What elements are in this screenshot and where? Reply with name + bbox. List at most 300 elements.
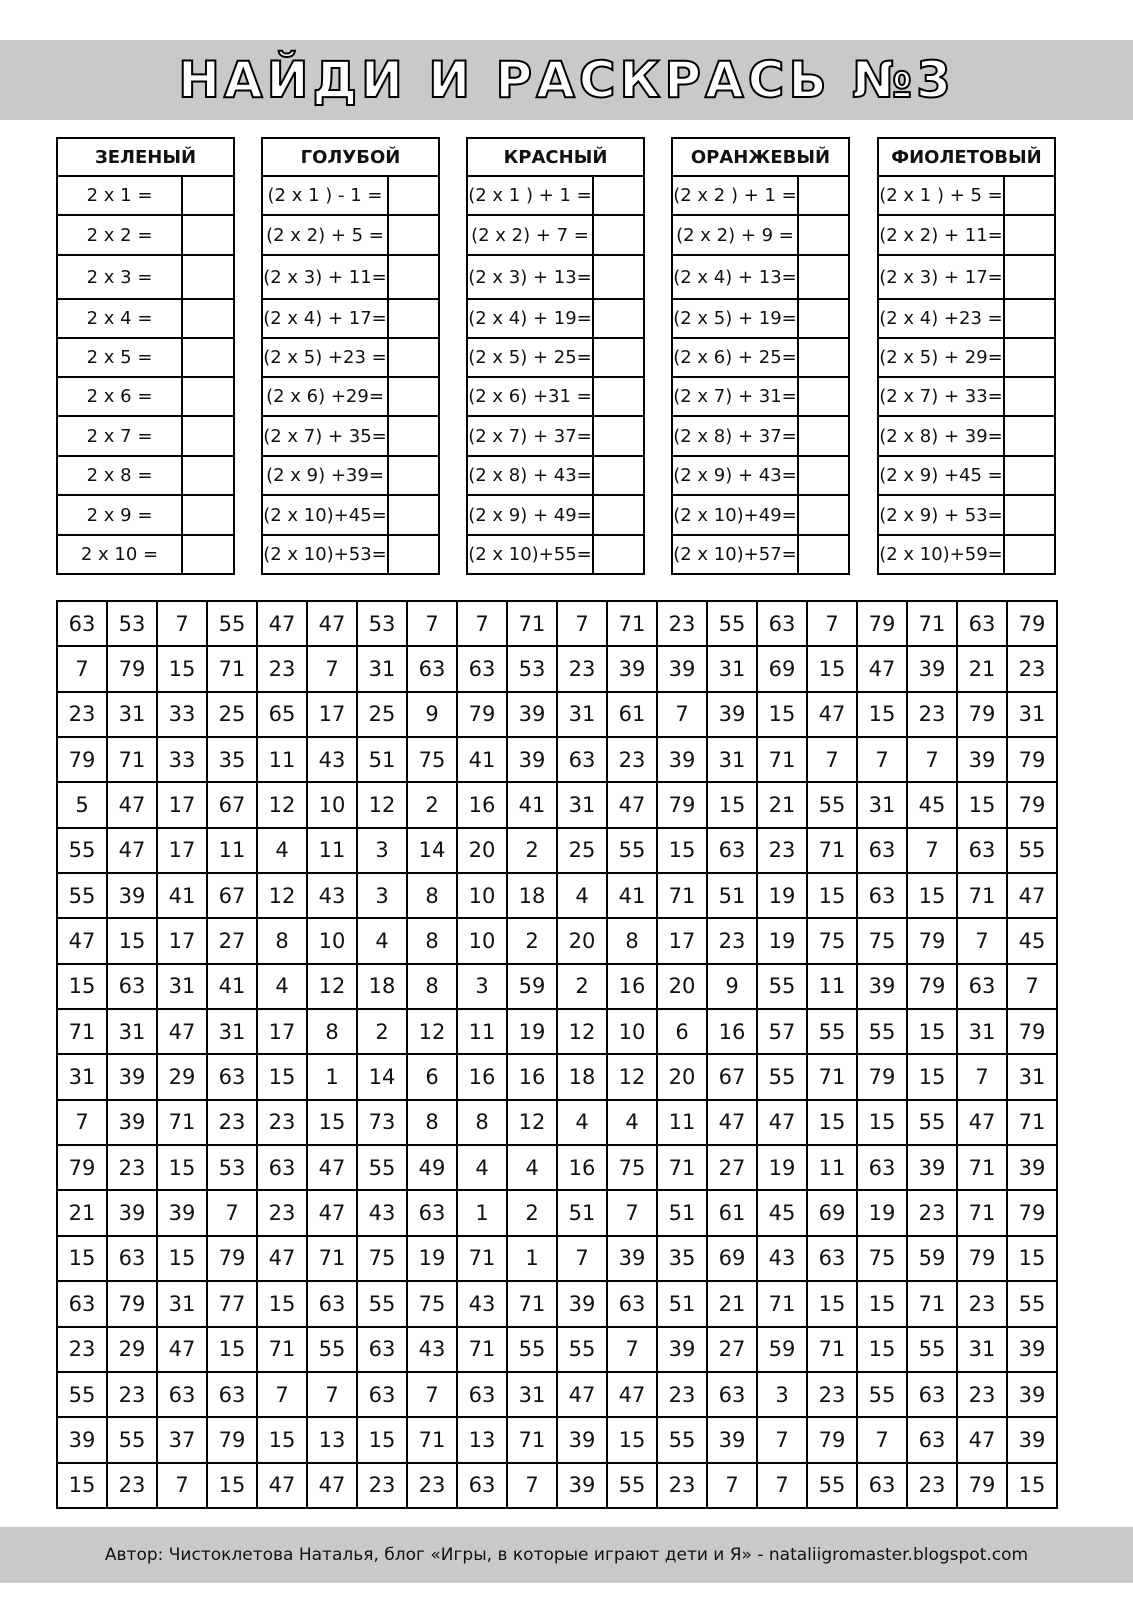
grid-cell[interactable]: 11 xyxy=(457,1009,507,1054)
grid-cell[interactable]: 7 xyxy=(607,1327,657,1372)
grid-cell[interactable]: 15 xyxy=(157,1145,207,1190)
grid-cell[interactable]: 8 xyxy=(607,918,657,963)
grid-cell[interactable]: 39 xyxy=(707,1417,757,1462)
grid-cell[interactable]: 71 xyxy=(257,1327,307,1372)
grid-cell[interactable]: 55 xyxy=(557,1327,607,1372)
grid-cell[interactable]: 63 xyxy=(257,1145,307,1190)
grid-cell[interactable]: 15 xyxy=(807,873,857,918)
grid-cell[interactable]: 47 xyxy=(57,918,107,963)
grid-cell[interactable]: 75 xyxy=(407,1281,457,1326)
grid-cell[interactable]: 15 xyxy=(57,1463,107,1508)
grid-cell[interactable]: 31 xyxy=(1007,1054,1057,1099)
answer-cell[interactable] xyxy=(388,255,439,299)
grid-cell[interactable]: 6 xyxy=(407,1054,457,1099)
grid-cell[interactable]: 55 xyxy=(607,1463,657,1508)
grid-cell[interactable]: 79 xyxy=(107,1281,157,1326)
grid-cell[interactable]: 15 xyxy=(307,1100,357,1145)
grid-cell[interactable]: 19 xyxy=(507,1009,557,1054)
answer-cell[interactable] xyxy=(798,456,849,495)
grid-cell[interactable]: 16 xyxy=(507,1054,557,1099)
grid-cell[interactable]: 75 xyxy=(357,1236,407,1281)
grid-cell[interactable]: 7 xyxy=(307,646,357,691)
grid-cell[interactable]: 79 xyxy=(857,1054,907,1099)
grid-cell[interactable]: 35 xyxy=(657,1236,707,1281)
grid-cell[interactable]: 39 xyxy=(907,646,957,691)
grid-cell[interactable]: 47 xyxy=(707,1100,757,1145)
grid-cell[interactable]: 17 xyxy=(157,918,207,963)
grid-cell[interactable]: 55 xyxy=(807,782,857,827)
answer-cell[interactable] xyxy=(593,255,644,299)
grid-cell[interactable]: 23 xyxy=(257,1190,307,1235)
grid-cell[interactable]: 59 xyxy=(907,1236,957,1281)
grid-cell[interactable]: 39 xyxy=(557,1281,607,1326)
grid-cell[interactable]: 21 xyxy=(57,1190,107,1235)
answer-cell[interactable] xyxy=(1004,495,1055,535)
grid-cell[interactable]: 4 xyxy=(457,1145,507,1190)
grid-cell[interactable]: 41 xyxy=(457,737,507,782)
grid-cell[interactable]: 14 xyxy=(357,1054,407,1099)
grid-cell[interactable]: 51 xyxy=(707,873,757,918)
grid-cell[interactable]: 63 xyxy=(357,1327,407,1372)
grid-cell[interactable]: 12 xyxy=(507,1100,557,1145)
answer-cell[interactable] xyxy=(798,535,849,574)
grid-cell[interactable]: 47 xyxy=(757,1100,807,1145)
answer-cell[interactable] xyxy=(388,176,439,215)
grid-cell[interactable]: 39 xyxy=(657,1327,707,1372)
grid-cell[interactable]: 55 xyxy=(107,1417,157,1462)
grid-cell[interactable]: 15 xyxy=(207,1327,257,1372)
grid-cell[interactable]: 12 xyxy=(257,873,307,918)
answer-cell[interactable] xyxy=(1004,456,1055,495)
grid-cell[interactable]: 7 xyxy=(407,601,457,646)
grid-cell[interactable]: 17 xyxy=(257,1009,307,1054)
grid-cell[interactable]: 11 xyxy=(807,964,857,1009)
answer-cell[interactable] xyxy=(1004,377,1055,416)
grid-cell[interactable]: 67 xyxy=(207,873,257,918)
grid-cell[interactable]: 43 xyxy=(357,1190,407,1235)
grid-cell[interactable]: 19 xyxy=(757,918,807,963)
grid-cell[interactable]: 79 xyxy=(1007,1190,1057,1235)
grid-cell[interactable]: 31 xyxy=(507,1372,557,1417)
grid-cell[interactable]: 13 xyxy=(307,1417,357,1462)
grid-cell[interactable]: 27 xyxy=(707,1327,757,1372)
grid-cell[interactable]: 43 xyxy=(307,873,357,918)
grid-cell[interactable]: 67 xyxy=(207,782,257,827)
grid-cell[interactable]: 63 xyxy=(857,1463,907,1508)
grid-cell[interactable]: 63 xyxy=(57,601,107,646)
grid-cell[interactable]: 43 xyxy=(307,737,357,782)
grid-cell[interactable]: 71 xyxy=(507,601,557,646)
grid-cell[interactable]: 15 xyxy=(1007,1236,1057,1281)
answer-cell[interactable] xyxy=(593,176,644,215)
grid-cell[interactable]: 16 xyxy=(557,1145,607,1190)
grid-cell[interactable]: 15 xyxy=(607,1417,657,1462)
grid-cell[interactable]: 5 xyxy=(57,782,107,827)
grid-cell[interactable]: 57 xyxy=(757,1009,807,1054)
grid-cell[interactable]: 7 xyxy=(157,1463,207,1508)
grid-cell[interactable]: 17 xyxy=(157,782,207,827)
grid-cell[interactable]: 7 xyxy=(857,737,907,782)
grid-cell[interactable]: 23 xyxy=(907,1190,957,1235)
answer-cell[interactable] xyxy=(182,299,234,338)
grid-cell[interactable]: 18 xyxy=(557,1054,607,1099)
grid-cell[interactable]: 63 xyxy=(857,873,907,918)
grid-cell[interactable]: 14 xyxy=(407,828,457,873)
grid-cell[interactable]: 45 xyxy=(1007,918,1057,963)
grid-cell[interactable]: 63 xyxy=(457,1463,507,1508)
grid-cell[interactable]: 23 xyxy=(807,1372,857,1417)
grid-cell[interactable]: 39 xyxy=(507,737,557,782)
grid-cell[interactable]: 47 xyxy=(257,1236,307,1281)
grid-cell[interactable]: 39 xyxy=(107,1190,157,1235)
grid-cell[interactable]: 18 xyxy=(357,964,407,1009)
grid-cell[interactable]: 11 xyxy=(807,1145,857,1190)
grid-cell[interactable]: 31 xyxy=(207,1009,257,1054)
grid-cell[interactable]: 39 xyxy=(1007,1372,1057,1417)
grid-cell[interactable]: 47 xyxy=(157,1009,207,1054)
grid-cell[interactable]: 23 xyxy=(357,1463,407,1508)
grid-cell[interactable]: 23 xyxy=(257,1100,307,1145)
grid-cell[interactable]: 7 xyxy=(957,1054,1007,1099)
grid-cell[interactable]: 19 xyxy=(407,1236,457,1281)
grid-cell[interactable]: 17 xyxy=(157,828,207,873)
grid-cell[interactable]: 53 xyxy=(507,646,557,691)
grid-cell[interactable]: 21 xyxy=(757,782,807,827)
grid-cell[interactable]: 4 xyxy=(507,1145,557,1190)
grid-cell[interactable]: 15 xyxy=(257,1281,307,1326)
grid-cell[interactable]: 59 xyxy=(757,1327,807,1372)
grid-cell[interactable]: 71 xyxy=(657,873,707,918)
grid-cell[interactable]: 39 xyxy=(107,873,157,918)
grid-cell[interactable]: 13 xyxy=(457,1417,507,1462)
grid-cell[interactable]: 63 xyxy=(957,964,1007,1009)
grid-cell[interactable]: 79 xyxy=(1007,782,1057,827)
grid-cell[interactable]: 63 xyxy=(207,1054,257,1099)
grid-cell[interactable]: 79 xyxy=(907,918,957,963)
grid-cell[interactable]: 63 xyxy=(907,1417,957,1462)
answer-cell[interactable] xyxy=(388,215,439,255)
grid-cell[interactable]: 47 xyxy=(857,646,907,691)
grid-cell[interactable]: 69 xyxy=(807,1190,857,1235)
grid-cell[interactable]: 3 xyxy=(357,828,407,873)
grid-cell[interactable]: 8 xyxy=(407,964,457,1009)
grid-cell[interactable]: 7 xyxy=(757,1417,807,1462)
grid-cell[interactable]: 23 xyxy=(907,1463,957,1508)
grid-cell[interactable]: 75 xyxy=(807,918,857,963)
answer-cell[interactable] xyxy=(388,416,439,456)
grid-cell[interactable]: 47 xyxy=(807,692,857,737)
grid-cell[interactable]: 55 xyxy=(357,1281,407,1326)
grid-cell[interactable]: 9 xyxy=(707,964,757,1009)
grid-cell[interactable]: 71 xyxy=(907,601,957,646)
answer-cell[interactable] xyxy=(593,338,644,377)
grid-cell[interactable]: 71 xyxy=(1007,1100,1057,1145)
answer-cell[interactable] xyxy=(1004,255,1055,299)
grid-cell[interactable]: 71 xyxy=(657,1145,707,1190)
grid-cell[interactable]: 15 xyxy=(207,1463,257,1508)
grid-cell[interactable]: 63 xyxy=(407,1190,457,1235)
answer-cell[interactable] xyxy=(798,176,849,215)
grid-cell[interactable]: 20 xyxy=(657,964,707,1009)
grid-cell[interactable]: 43 xyxy=(757,1236,807,1281)
grid-cell[interactable]: 75 xyxy=(857,918,907,963)
grid-cell[interactable]: 2 xyxy=(507,1190,557,1235)
grid-cell[interactable]: 10 xyxy=(607,1009,657,1054)
grid-cell[interactable]: 8 xyxy=(257,918,307,963)
grid-cell[interactable]: 16 xyxy=(707,1009,757,1054)
grid-cell[interactable]: 16 xyxy=(457,782,507,827)
grid-cell[interactable]: 7 xyxy=(157,601,207,646)
grid-cell[interactable]: 55 xyxy=(57,873,107,918)
grid-cell[interactable]: 10 xyxy=(307,918,357,963)
grid-cell[interactable]: 71 xyxy=(807,828,857,873)
grid-cell[interactable]: 17 xyxy=(307,692,357,737)
grid-cell[interactable]: 53 xyxy=(207,1145,257,1190)
grid-cell[interactable]: 2 xyxy=(407,782,457,827)
grid-cell[interactable]: 79 xyxy=(857,601,907,646)
answer-cell[interactable] xyxy=(593,456,644,495)
grid-cell[interactable]: 10 xyxy=(457,873,507,918)
grid-cell[interactable]: 71 xyxy=(957,873,1007,918)
grid-cell[interactable]: 8 xyxy=(407,1100,457,1145)
grid-cell[interactable]: 65 xyxy=(257,692,307,737)
grid-cell[interactable]: 1 xyxy=(507,1236,557,1281)
grid-cell[interactable]: 39 xyxy=(857,964,907,1009)
grid-cell[interactable]: 55 xyxy=(907,1327,957,1372)
grid-cell[interactable]: 23 xyxy=(657,1463,707,1508)
grid-cell[interactable]: 79 xyxy=(807,1417,857,1462)
grid-cell[interactable]: 37 xyxy=(157,1417,207,1462)
grid-cell[interactable]: 7 xyxy=(57,1100,107,1145)
grid-cell[interactable]: 47 xyxy=(307,1145,357,1190)
grid-cell[interactable]: 31 xyxy=(1007,692,1057,737)
grid-cell[interactable]: 71 xyxy=(757,737,807,782)
grid-cell[interactable]: 23 xyxy=(707,918,757,963)
grid-cell[interactable]: 55 xyxy=(607,828,657,873)
grid-cell[interactable]: 63 xyxy=(357,1372,407,1417)
grid-cell[interactable]: 31 xyxy=(107,692,157,737)
grid-cell[interactable]: 31 xyxy=(157,964,207,1009)
grid-cell[interactable]: 15 xyxy=(257,1417,307,1462)
answer-cell[interactable] xyxy=(182,495,234,535)
grid-cell[interactable]: 31 xyxy=(557,692,607,737)
grid-cell[interactable]: 63 xyxy=(107,964,157,1009)
grid-cell[interactable]: 51 xyxy=(557,1190,607,1235)
grid-cell[interactable]: 12 xyxy=(607,1054,657,1099)
grid-cell[interactable]: 19 xyxy=(857,1190,907,1235)
grid-cell[interactable]: 1 xyxy=(457,1190,507,1235)
grid-cell[interactable]: 51 xyxy=(657,1281,707,1326)
grid-cell[interactable]: 17 xyxy=(657,918,707,963)
grid-cell[interactable]: 11 xyxy=(307,828,357,873)
grid-cell[interactable]: 79 xyxy=(57,737,107,782)
grid-cell[interactable]: 21 xyxy=(957,646,1007,691)
answer-cell[interactable] xyxy=(798,255,849,299)
grid-cell[interactable]: 31 xyxy=(957,1009,1007,1054)
grid-cell[interactable]: 23 xyxy=(1007,646,1057,691)
grid-cell[interactable]: 51 xyxy=(657,1190,707,1235)
grid-cell[interactable]: 39 xyxy=(1007,1327,1057,1372)
grid-cell[interactable]: 39 xyxy=(1007,1417,1057,1462)
grid-cell[interactable]: 69 xyxy=(757,646,807,691)
grid-cell[interactable]: 8 xyxy=(407,873,457,918)
grid-cell[interactable]: 63 xyxy=(907,1372,957,1417)
grid-cell[interactable]: 71 xyxy=(807,1054,857,1099)
grid-cell[interactable]: 63 xyxy=(107,1236,157,1281)
grid-cell[interactable]: 9 xyxy=(407,692,457,737)
grid-cell[interactable]: 55 xyxy=(807,1463,857,1508)
grid-cell[interactable]: 27 xyxy=(207,918,257,963)
grid-cell[interactable]: 15 xyxy=(757,692,807,737)
grid-cell[interactable]: 15 xyxy=(907,873,957,918)
grid-cell[interactable]: 47 xyxy=(607,782,657,827)
grid-cell[interactable]: 63 xyxy=(457,1372,507,1417)
grid-cell[interactable]: 7 xyxy=(907,737,957,782)
grid-cell[interactable]: 77 xyxy=(207,1281,257,1326)
grid-cell[interactable]: 47 xyxy=(107,828,157,873)
answer-cell[interactable] xyxy=(182,377,234,416)
grid-cell[interactable]: 23 xyxy=(107,1463,157,1508)
grid-cell[interactable]: 15 xyxy=(857,1281,907,1326)
grid-cell[interactable]: 23 xyxy=(257,646,307,691)
grid-cell[interactable]: 31 xyxy=(557,782,607,827)
answer-cell[interactable] xyxy=(1004,535,1055,574)
grid-cell[interactable]: 7 xyxy=(957,918,1007,963)
grid-cell[interactable]: 15 xyxy=(257,1054,307,1099)
grid-cell[interactable]: 79 xyxy=(457,692,507,737)
grid-cell[interactable]: 55 xyxy=(657,1417,707,1462)
grid-cell[interactable]: 7 xyxy=(307,1372,357,1417)
grid-cell[interactable]: 47 xyxy=(257,1463,307,1508)
grid-cell[interactable]: 31 xyxy=(157,1281,207,1326)
grid-cell[interactable]: 7 xyxy=(857,1417,907,1462)
grid-cell[interactable]: 11 xyxy=(657,1100,707,1145)
grid-cell[interactable]: 7 xyxy=(557,1236,607,1281)
grid-cell[interactable]: 12 xyxy=(357,782,407,827)
answer-cell[interactable] xyxy=(388,338,439,377)
grid-cell[interactable]: 23 xyxy=(107,1145,157,1190)
grid-cell[interactable]: 3 xyxy=(757,1372,807,1417)
grid-cell[interactable]: 55 xyxy=(57,1372,107,1417)
grid-cell[interactable]: 47 xyxy=(307,1190,357,1235)
grid-cell[interactable]: 41 xyxy=(207,964,257,1009)
grid-cell[interactable]: 4 xyxy=(257,828,307,873)
grid-cell[interactable]: 23 xyxy=(757,828,807,873)
grid-cell[interactable]: 53 xyxy=(107,601,157,646)
grid-cell[interactable]: 47 xyxy=(257,601,307,646)
grid-cell[interactable]: 7 xyxy=(457,601,507,646)
grid-cell[interactable]: 7 xyxy=(507,1463,557,1508)
grid-cell[interactable]: 7 xyxy=(407,1372,457,1417)
grid-cell[interactable]: 63 xyxy=(457,646,507,691)
grid-cell[interactable]: 79 xyxy=(957,1236,1007,1281)
grid-cell[interactable]: 71 xyxy=(407,1417,457,1462)
grid-cell[interactable]: 31 xyxy=(957,1327,1007,1372)
grid-cell[interactable]: 29 xyxy=(157,1054,207,1099)
answer-cell[interactable] xyxy=(593,495,644,535)
grid-cell[interactable]: 71 xyxy=(607,601,657,646)
grid-cell[interactable]: 63 xyxy=(57,1281,107,1326)
grid-cell[interactable]: 55 xyxy=(1007,828,1057,873)
answer-cell[interactable] xyxy=(388,535,439,574)
grid-cell[interactable]: 7 xyxy=(1007,964,1057,1009)
answer-cell[interactable] xyxy=(1004,176,1055,215)
grid-cell[interactable]: 19 xyxy=(757,873,807,918)
grid-cell[interactable]: 63 xyxy=(807,1236,857,1281)
grid-cell[interactable]: 29 xyxy=(107,1327,157,1372)
grid-cell[interactable]: 15 xyxy=(957,782,1007,827)
grid-cell[interactable]: 7 xyxy=(807,601,857,646)
grid-cell[interactable]: 79 xyxy=(957,692,1007,737)
grid-cell[interactable]: 61 xyxy=(607,692,657,737)
grid-cell[interactable]: 71 xyxy=(207,646,257,691)
grid-cell[interactable]: 47 xyxy=(307,1463,357,1508)
grid-cell[interactable]: 15 xyxy=(707,782,757,827)
grid-cell[interactable]: 10 xyxy=(457,918,507,963)
grid-cell[interactable]: 39 xyxy=(657,646,707,691)
grid-cell[interactable]: 20 xyxy=(457,828,507,873)
grid-cell[interactable]: 47 xyxy=(107,782,157,827)
grid-cell[interactable]: 63 xyxy=(607,1281,657,1326)
grid-cell[interactable]: 47 xyxy=(157,1327,207,1372)
grid-cell[interactable]: 23 xyxy=(107,1372,157,1417)
grid-cell[interactable]: 11 xyxy=(207,828,257,873)
grid-cell[interactable]: 39 xyxy=(157,1190,207,1235)
grid-cell[interactable]: 15 xyxy=(857,1100,907,1145)
grid-cell[interactable]: 20 xyxy=(657,1054,707,1099)
grid-cell[interactable]: 55 xyxy=(807,1009,857,1054)
grid-cell[interactable]: 79 xyxy=(207,1417,257,1462)
answer-cell[interactable] xyxy=(388,377,439,416)
grid-cell[interactable]: 12 xyxy=(407,1009,457,1054)
grid-cell[interactable]: 79 xyxy=(957,1463,1007,1508)
grid-cell[interactable]: 15 xyxy=(157,646,207,691)
grid-cell[interactable]: 39 xyxy=(107,1054,157,1099)
grid-cell[interactable]: 16 xyxy=(457,1054,507,1099)
grid-cell[interactable]: 1 xyxy=(307,1054,357,1099)
grid-cell[interactable]: 55 xyxy=(307,1327,357,1372)
answer-cell[interactable] xyxy=(388,495,439,535)
grid-cell[interactable]: 55 xyxy=(57,828,107,873)
grid-cell[interactable]: 16 xyxy=(607,964,657,1009)
answer-cell[interactable] xyxy=(388,456,439,495)
grid-cell[interactable]: 71 xyxy=(107,737,157,782)
grid-cell[interactable]: 27 xyxy=(707,1145,757,1190)
answer-cell[interactable] xyxy=(593,299,644,338)
grid-cell[interactable]: 55 xyxy=(857,1009,907,1054)
grid-cell[interactable]: 39 xyxy=(957,737,1007,782)
answer-cell[interactable] xyxy=(798,215,849,255)
grid-cell[interactable]: 39 xyxy=(707,692,757,737)
grid-cell[interactable]: 15 xyxy=(107,918,157,963)
grid-cell[interactable]: 23 xyxy=(57,692,107,737)
grid-cell[interactable]: 43 xyxy=(457,1281,507,1326)
answer-cell[interactable] xyxy=(182,416,234,456)
grid-cell[interactable]: 3 xyxy=(457,964,507,1009)
grid-cell[interactable]: 63 xyxy=(957,601,1007,646)
grid-cell[interactable]: 63 xyxy=(307,1281,357,1326)
grid-cell[interactable]: 8 xyxy=(307,1009,357,1054)
grid-cell[interactable]: 79 xyxy=(657,782,707,827)
grid-cell[interactable]: 71 xyxy=(457,1327,507,1372)
answer-cell[interactable] xyxy=(798,299,849,338)
grid-cell[interactable]: 15 xyxy=(57,964,107,1009)
grid-cell[interactable]: 11 xyxy=(257,737,307,782)
grid-cell[interactable]: 15 xyxy=(807,646,857,691)
grid-cell[interactable]: 25 xyxy=(207,692,257,737)
grid-cell[interactable]: 4 xyxy=(557,1100,607,1145)
grid-cell[interactable]: 47 xyxy=(607,1372,657,1417)
